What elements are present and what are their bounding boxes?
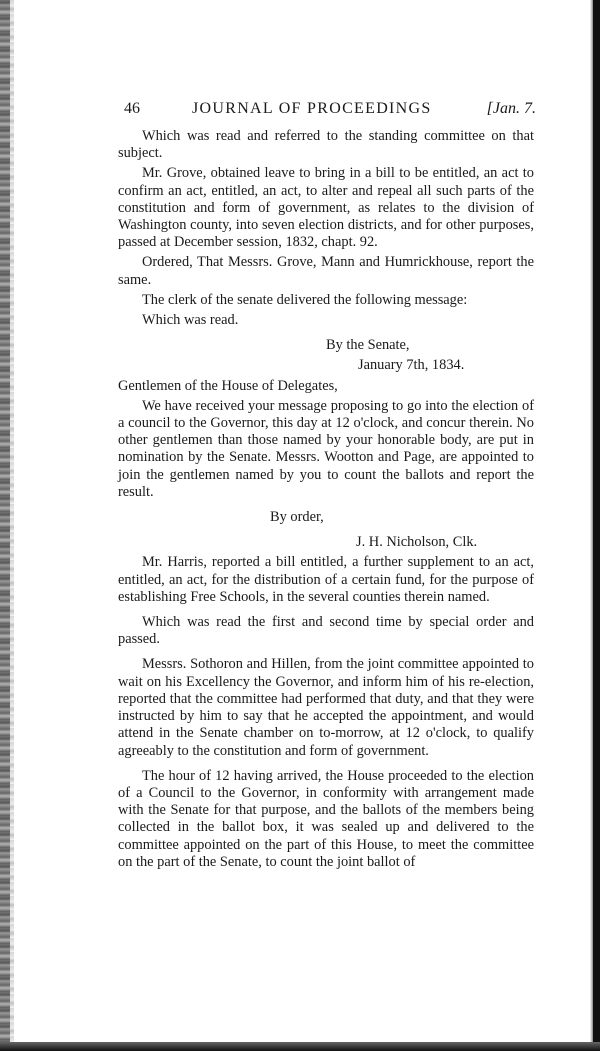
- message-body: We have received your message proposing to go into the election of a council to the Governor, this day at 12 o'clock, and concur therein. No other gentlemen than those named by your honorable body, are put in nomination by the Senate. Messrs. Wootton and Page, are appointed to join the gentlemen named by you to count the ballots and report the result.: [118, 397, 534, 500]
- paragraph-which-read: Which was read.: [142, 312, 239, 329]
- paragraph-read-passed: Which was read the first and second time by special order and passed.: [118, 614, 534, 648]
- page-date: [Jan. 7.: [486, 100, 536, 117]
- page-binding-edge: [0, 0, 10, 1051]
- running-head: [118, 94, 534, 128]
- page-bottom-edge: [0, 1042, 600, 1051]
- message-salutation: Gentlemen of the House of Delegates,: [118, 377, 338, 394]
- paragraph-harris-bill: Mr. Harris, reported a bill entitled, a further supplement to an act, entitled, an act, for the distribution of a certain fund, for the purpose of establishing Free Schools, in the several counties therein named.: [118, 554, 534, 605]
- paragraph-council-election: The hour of 12 having arrived, the House proceeded to the election of a Council to the Governor, in conformity with arrangement made with the Senate for that purpose, and the ballots of the members being collected in the ballot box, it was sealed up and delivered to the committee appointed on the part of this House, to meet the committee on the part of the Senate, to count the joint ballot of: [118, 767, 534, 870]
- message-date: January 7th, 1834.: [358, 357, 465, 374]
- page-right-edge: [593, 0, 600, 1051]
- journal-title: JOURNAL OF PROCEEDINGS: [192, 100, 432, 117]
- message-by-order: By order,: [270, 509, 324, 526]
- journal-page: [118, 94, 534, 871]
- page-number: 46: [124, 100, 140, 117]
- message-signature: J. H. Nicholson, Clk.: [356, 534, 478, 551]
- paragraph-referred: Which was read and referred to the standing committee on that subject.: [118, 128, 534, 162]
- paragraph-joint-committee: Messrs. Sothoron and Hillen, from the joint committee appointed to wait on his Excellency the Governor, and inform him of his re-election, reported that the committee had performed that duty, and that they were instructed by him to say that he accepted the appointment, and would attend in the Senate chamber on to-morrow, at 12 o'clock, to qualify agreeably to the constitution and form of government.: [118, 656, 534, 759]
- message-by-senate: By the Senate,: [326, 337, 410, 354]
- paragraph-grove-bill: Mr. Grove, obtained leave to bring in a bill to be entitled, an act to confirm an act, entitled, an act, to alter and repeal all such parts of the constitution and form of government, as relates to the division of Washington county, into seven election districts, and for other purposes, passed at December session, 1832, chapt. 92.: [118, 165, 534, 251]
- page-binding-shadow: [10, 0, 14, 1051]
- paragraph-senate-message: The clerk of the senate delivered the following message:: [142, 291, 468, 308]
- paragraph-ordered: Ordered, That Messrs. Grove, Mann and Humrickhouse, report the same.: [118, 254, 534, 288]
